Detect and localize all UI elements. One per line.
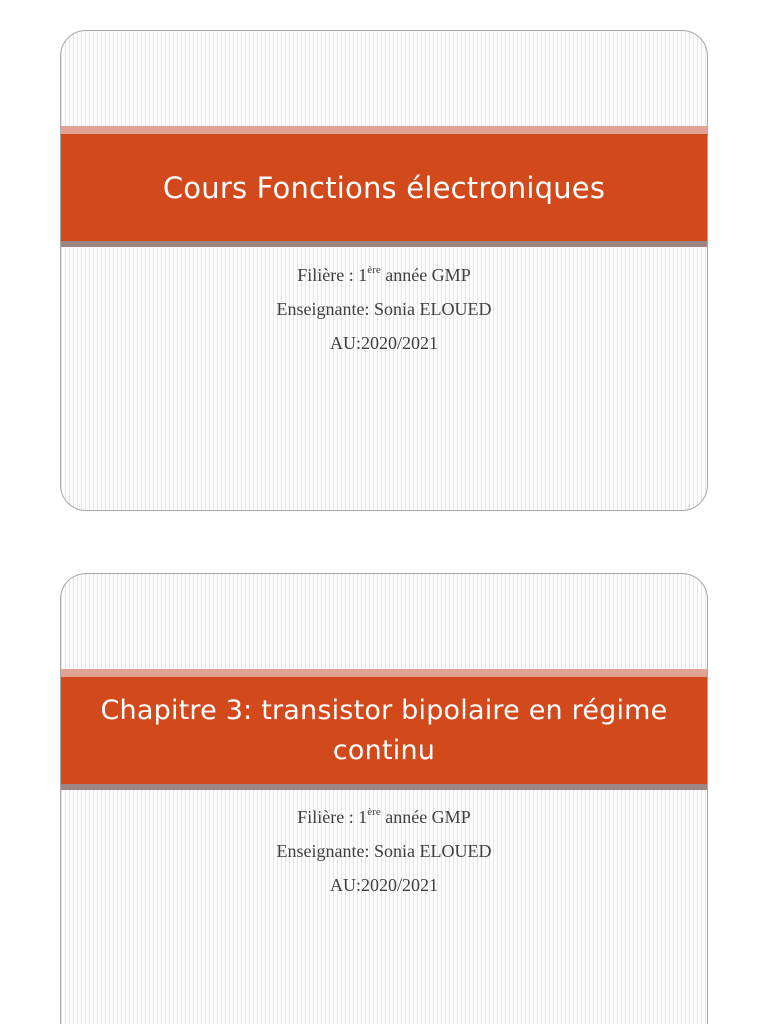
slide-accent-band-top — [61, 669, 707, 677]
teacher-line: Enseignante: Sonia ELOUED — [276, 299, 492, 319]
slide-accent-band-bottom — [61, 241, 707, 247]
slide-title: Cours Fonctions électroniques — [61, 134, 707, 241]
academic-year-line: AU:2020/2021 — [330, 333, 438, 353]
slide-title-course — [60, 30, 708, 511]
filiere-line: Filière : 1ère année GMP — [297, 264, 471, 285]
slide-title-chapter — [60, 573, 708, 1024]
slide-title: Chapitre 3: transistor bipolaire en régime continu — [61, 677, 707, 784]
slide-accent-band-bottom — [61, 784, 707, 790]
slide-subtitle — [61, 258, 707, 360]
filiere-line: Filière : 1ère année GMP — [297, 806, 471, 827]
teacher-line: Enseignante: Sonia ELOUED — [276, 841, 492, 861]
academic-year-line: AU:2020/2021 — [330, 875, 438, 895]
slide-accent-band-top — [61, 126, 707, 134]
slide-subtitle — [61, 800, 707, 902]
